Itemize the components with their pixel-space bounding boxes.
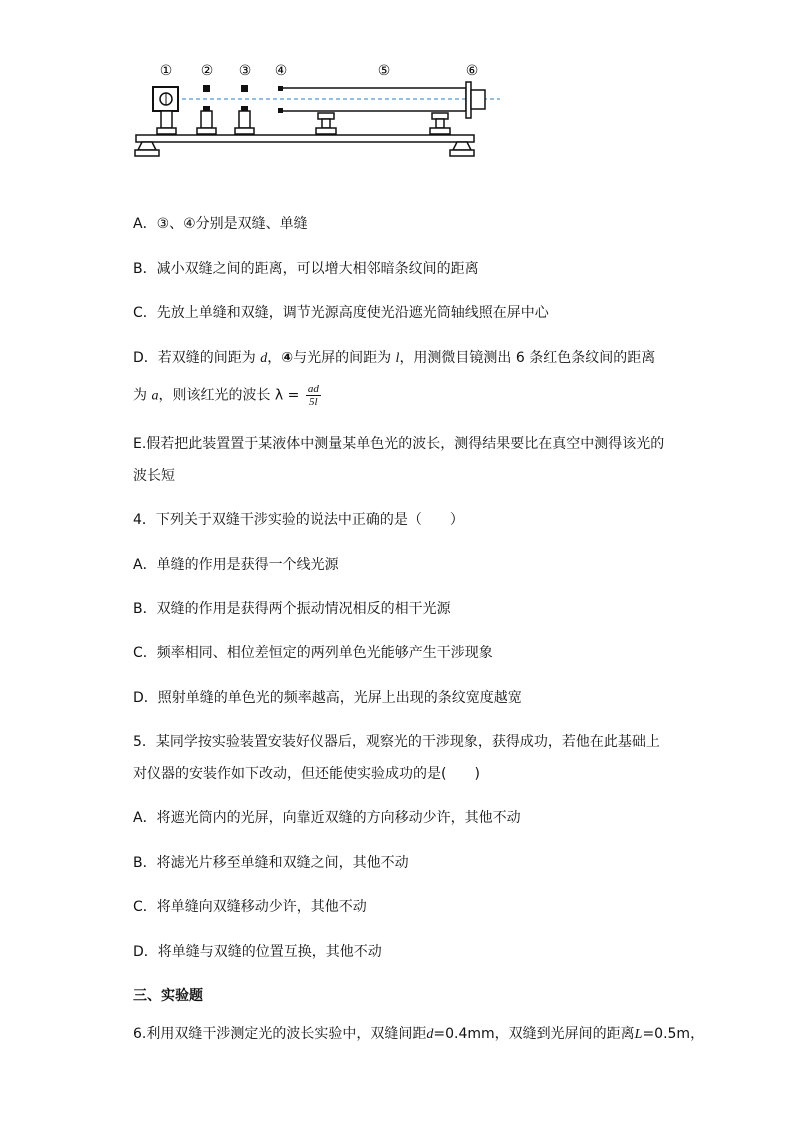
q6-stem: 6.利用双缝干涉测定光的波长实验中，双缝间距d=0.4mm，双缝到光屏间的距离L=0.5m，: [133, 1026, 705, 1042]
double-slit-apparatus-diagram: [130, 58, 510, 163]
label-filter: ②: [200, 63, 214, 79]
q4-option-d: D．照射单缝的单色光的频率越高，光屏上出现的条纹宽度越宽: [133, 690, 522, 706]
q3-option-b: B．减小双缝之间的距离，可以增大相邻暗条纹间的距离: [133, 261, 479, 277]
q4-option-b: B．双缝的作用是获得两个振动情况相反的相干光源: [133, 601, 451, 617]
label-eyepiece: ⑥: [465, 63, 479, 79]
q3-option-d-line2: 为 a，则该红光的波长 λ = $\frac{ad}{5l}$: [133, 383, 319, 408]
q5-option-d: D．将单缝与双缝的位置互换，其他不动: [133, 944, 382, 960]
q5-option-c: C．将单缝向双缝移动少许，其他不动: [133, 899, 367, 915]
light-source: [153, 87, 178, 134]
q5-option-b: B．将滤光片移至单缝和双缝之间，其他不动: [133, 855, 409, 871]
wavelength-fraction: $\frac{ad}{5l}$: [307, 383, 319, 408]
q5-stem-line1: 5．某同学按实验装置安装好仪器后，观察光的干涉现象，获得成功，若他在此基础上: [133, 734, 660, 750]
label-single-slit: ③: [238, 63, 252, 79]
filter: [197, 85, 216, 134]
q5-stem-line2: 对仪器的安装作如下改动，但还能使实验成功的是( ): [133, 766, 480, 782]
label-light-tube: ⑤: [377, 63, 391, 79]
q5-option-a: A．将遮光筒内的光屏，向靠近双缝的方向移动少许，其他不动: [133, 810, 521, 826]
section-heading-experiment: 三、实验题: [133, 988, 203, 1004]
q3-option-c: C．先放上单缝和双缝，调节光源高度使光沿遮光筒轴线照在屏中心: [133, 305, 549, 321]
label-double-slit: ④: [274, 63, 288, 79]
q3-option-a: A．③、④分别是双缝、单缝: [133, 216, 308, 232]
eyepiece: [466, 82, 485, 118]
q3-option-e-line1: E.假若把此装置置于某液体中测量某单色光的波长，测得结果要比在真空中测得该光的: [133, 436, 665, 452]
single-slit: [235, 85, 254, 134]
label-light-source: ①: [159, 63, 173, 79]
q4-option-c: C．频率相同、相位差恒定的两列单色光能够产生干涉现象: [133, 645, 493, 661]
q4-stem: 4．下列关于双缝干涉实验的说法中正确的是（ ）: [133, 512, 464, 528]
light-shield-tube: [278, 86, 466, 134]
q3-option-e-line2: 波长短: [133, 468, 175, 484]
optical-bench: [135, 135, 474, 156]
q3-option-d-line1: D．若双缝的间距为 d，④与光屏的间距为 l，用测微目镜测出 6 条红色条纹间的距离: [133, 350, 656, 366]
q4-option-a: A．单缝的作用是获得一个线光源: [133, 557, 339, 573]
